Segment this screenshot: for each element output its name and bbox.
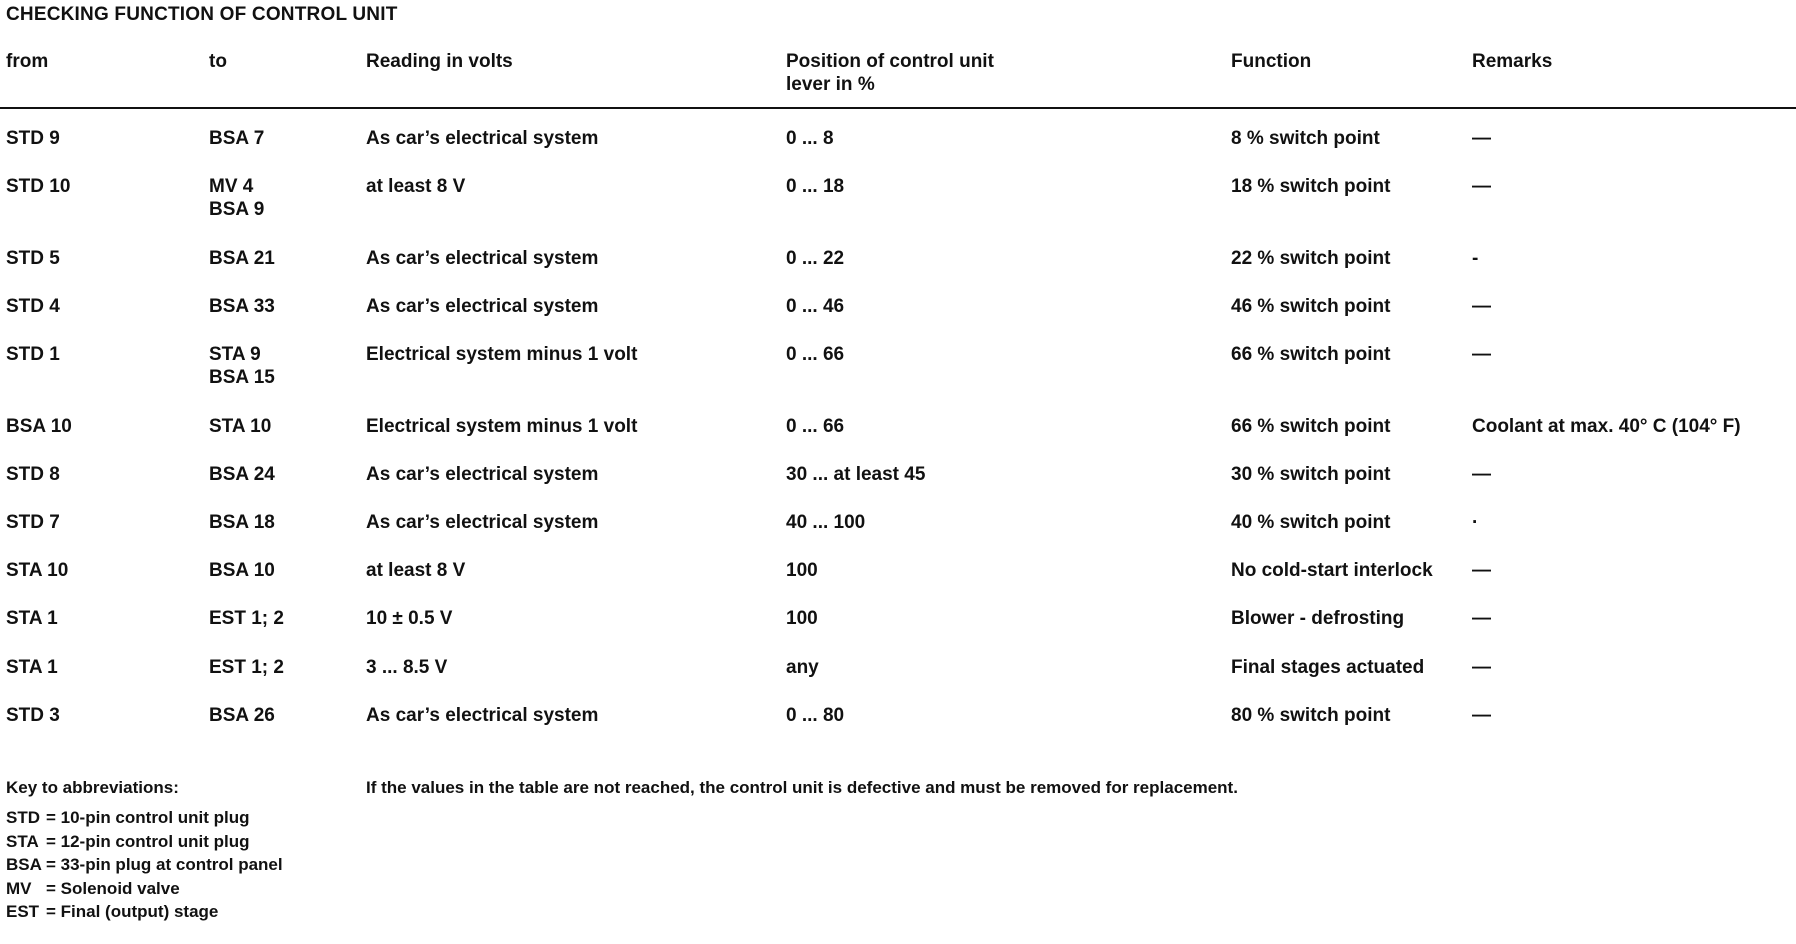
cell-to-line: EST 1; 2 [209, 657, 284, 678]
key-item [6, 877, 283, 901]
table-row [0, 607, 1796, 655]
cell-remarks: Coolant at max. 40° C (104° F) [1472, 416, 1741, 437]
header-reading: Reading in volts [366, 51, 513, 72]
cell-function: 46 % switch point [1231, 296, 1391, 317]
cell-from: STD 3 [6, 705, 60, 726]
cell-to [209, 607, 284, 630]
cell-remarks: — [1472, 296, 1491, 317]
cell-position: 0 ... 8 [786, 128, 834, 149]
cell-to-line: STA 10 [209, 416, 272, 437]
cell-reading: As car’s electrical system [366, 464, 599, 485]
cell-position: 0 ... 46 [786, 296, 845, 317]
key-abbr: EST [6, 902, 40, 921]
cell-from: BSA 10 [6, 416, 72, 437]
cell-reading: As car’s electrical system [366, 705, 599, 726]
cell-to-line: EST 1; 2 [209, 608, 284, 629]
cell-position: 100 [786, 560, 818, 581]
cell-function: Final stages actuated [1231, 657, 1425, 678]
cell-reading: As car’s electrical system [366, 128, 599, 149]
cell-position: any [786, 657, 819, 678]
header-from: from [6, 51, 49, 72]
cell-from: STD 8 [6, 464, 60, 485]
header-to: to [209, 51, 227, 72]
cell-function: 66 % switch point [1231, 416, 1391, 437]
key-item [6, 806, 283, 830]
cell-to-line: BSA 26 [209, 705, 275, 726]
cell-to-line: STA 9 [209, 344, 261, 365]
table-row [0, 295, 1796, 343]
cell-remarks: — [1472, 128, 1491, 149]
header-position-line2: lever in % [786, 74, 875, 95]
cell-to [209, 511, 275, 534]
cell-from: STD 9 [6, 128, 60, 149]
cell-position: 0 ... 80 [786, 705, 845, 726]
cell-position: 0 ... 22 [786, 248, 845, 269]
cell-function: 80 % switch point [1231, 705, 1391, 726]
cell-from: STD 7 [6, 512, 60, 533]
cell-from: STA 10 [6, 560, 69, 581]
cell-from: STA 1 [6, 608, 58, 629]
table-row [0, 247, 1796, 295]
cell-to-line: BSA 18 [209, 512, 275, 533]
cell-to-line: BSA 10 [209, 560, 275, 581]
cell-to-line: BSA 21 [209, 248, 275, 269]
header-divider [0, 107, 1796, 109]
cell-reading: 10 ± 0.5 V [366, 608, 453, 629]
table-row [0, 704, 1796, 752]
cell-reading: at least 8 V [366, 560, 466, 581]
header-remarks: Remarks [1472, 51, 1553, 72]
cell-to [209, 559, 275, 582]
key-item [6, 853, 283, 877]
table-row [0, 175, 1796, 223]
table-row [0, 656, 1796, 704]
cell-function: 30 % switch point [1231, 464, 1391, 485]
cell-function: 8 % switch point [1231, 128, 1380, 149]
replacement-note: If the values in the table are not reached, the control unit is defective and must be removed for replacement. [366, 778, 1238, 797]
cell-reading: As car’s electrical system [366, 248, 599, 269]
table-row [0, 343, 1796, 391]
cell-function: No cold-start interlock [1231, 560, 1433, 581]
table-row [0, 415, 1796, 463]
table-row [0, 463, 1796, 511]
cell-position: 100 [786, 608, 818, 629]
header-position-line1: Position of control unit [786, 51, 994, 72]
table-row [0, 511, 1796, 559]
cell-to [209, 656, 284, 679]
cell-reading: 3 ... 8.5 V [366, 657, 448, 678]
cell-reading: Electrical system minus 1 volt [366, 416, 638, 437]
abbreviation-key [6, 806, 283, 924]
cell-remarks: — [1472, 464, 1491, 485]
cell-position: 40 ... 100 [786, 512, 866, 533]
cell-position: 30 ... at least 45 [786, 464, 926, 485]
cell-to-line: BSA 24 [209, 464, 275, 485]
cell-to [209, 704, 275, 727]
cell-to [209, 343, 275, 389]
cell-to [209, 175, 264, 221]
cell-to-line: BSA 7 [209, 128, 265, 149]
cell-to-line: BSA 15 [209, 367, 275, 388]
cell-reading: at least 8 V [366, 176, 466, 197]
cell-from: STA 1 [6, 657, 58, 678]
cell-from: STD 1 [6, 344, 60, 365]
key-definition: = Final (output) stage [46, 902, 219, 921]
key-abbr: STA [6, 831, 39, 851]
cell-to [209, 295, 275, 318]
key-abbr: STD [6, 808, 40, 827]
key-definition: = 12-pin control unit plug [46, 831, 250, 851]
cell-remarks: — [1472, 176, 1491, 197]
cell-remarks: — [1472, 344, 1491, 365]
cell-to-line: BSA 9 [209, 199, 265, 220]
cell-function: Blower - defrosting [1231, 608, 1405, 629]
header-position [786, 50, 994, 96]
cell-remarks: - [1472, 248, 1479, 269]
cell-to [209, 415, 271, 438]
key-item [6, 830, 283, 854]
key-heading: Key to abbreviations: [6, 778, 179, 797]
key-definition: = Solenoid valve [46, 878, 180, 898]
cell-reading: As car’s electrical system [366, 296, 599, 317]
cell-reading: Electrical system minus 1 volt [366, 344, 638, 365]
header-function: Function [1231, 51, 1312, 72]
cell-function: 40 % switch point [1231, 512, 1391, 533]
key-abbr: BSA [6, 855, 42, 874]
cell-remarks: · [1472, 512, 1479, 533]
cell-to [209, 127, 264, 150]
key-abbr: MV [6, 878, 32, 898]
cell-position: 0 ... 66 [786, 416, 845, 437]
key-definition: = 33-pin plug at control panel [46, 855, 283, 874]
cell-function: 22 % switch point [1231, 248, 1391, 269]
cell-to-line: BSA 33 [209, 296, 275, 317]
key-definition: = 10-pin control unit plug [46, 808, 250, 827]
cell-remarks: — [1472, 608, 1491, 629]
table-row [0, 127, 1796, 175]
key-item [6, 900, 283, 924]
cell-position: 0 ... 18 [786, 176, 845, 197]
cell-to [209, 247, 275, 270]
cell-remarks: — [1472, 657, 1491, 678]
cell-to-line: MV 4 [209, 176, 254, 197]
cell-to [209, 463, 275, 486]
cell-from: STD 5 [6, 248, 60, 269]
cell-reading: As car’s electrical system [366, 512, 599, 533]
cell-remarks: — [1472, 560, 1491, 581]
cell-function: 18 % switch point [1231, 176, 1391, 197]
cell-from: STD 4 [6, 296, 60, 317]
cell-position: 0 ... 66 [786, 344, 845, 365]
cell-remarks: — [1472, 705, 1491, 726]
cell-function: 66 % switch point [1231, 344, 1391, 365]
cell-from: STD 10 [6, 176, 71, 197]
table-row [0, 559, 1796, 607]
page-title: CHECKING FUNCTION OF CONTROL UNIT [6, 4, 398, 25]
